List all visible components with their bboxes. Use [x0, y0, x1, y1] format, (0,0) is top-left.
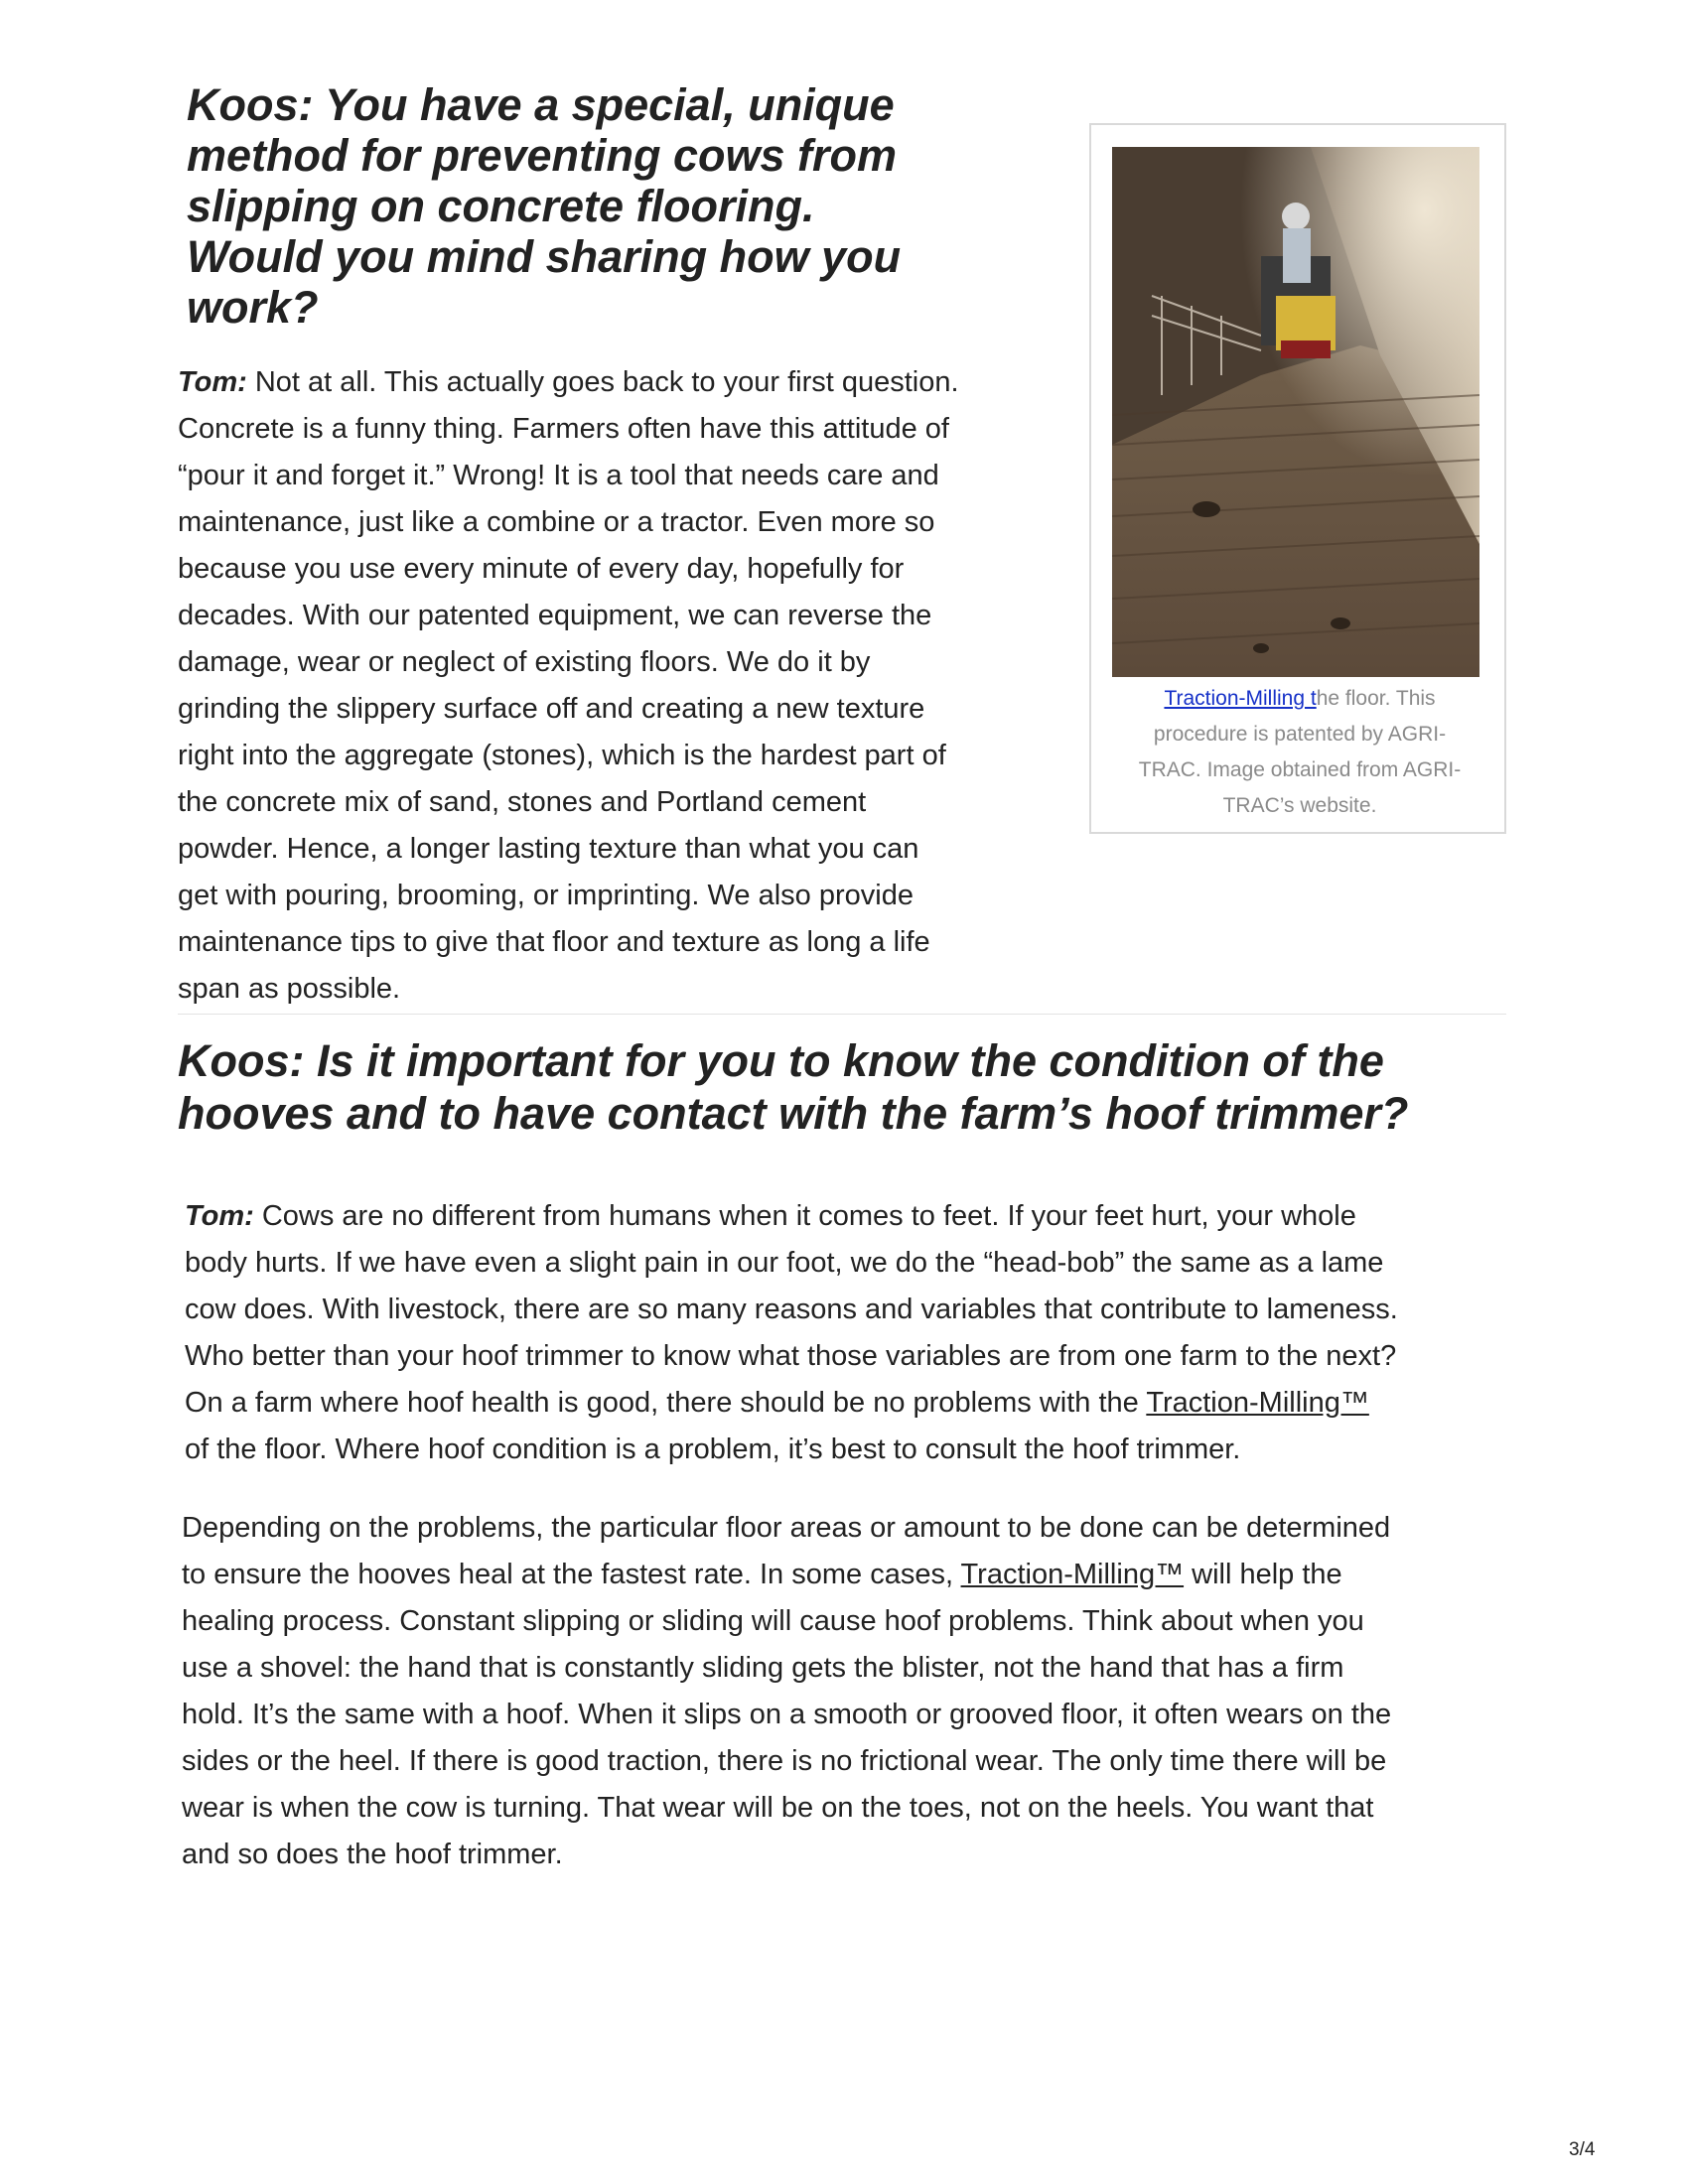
caption-text: procedure is patented by AGRI-: [1153, 723, 1447, 746]
text-line: body hurts. If we have even a slight pain in our foot, we do the “head-bob” the same as a lame: [185, 1247, 1384, 1279]
text-line: cow does. With livestock, there are so many reasons and variables that contribute to lameness.: [185, 1294, 1398, 1325]
caption-link[interactable]: Traction-Milling t: [1164, 687, 1317, 710]
text-line: wear is when the cow is turning. That wear will be on the toes, not on the heels. You want that: [182, 1792, 1374, 1824]
text-line: the concrete mix of sand, stones and Portland cement: [178, 786, 867, 818]
heading-line: hooves and to have contact with the farm’s hoof trimmer?: [178, 1088, 1409, 1139]
heading-line: method for preventing cows from: [187, 130, 898, 181]
caption-text: TRAC’s website.: [1222, 794, 1377, 817]
traction-milling-link[interactable]: Traction-Milling™: [960, 1559, 1185, 1590]
floor-milling-photo: [1112, 147, 1479, 677]
figure-box: [1089, 123, 1506, 834]
heading-line: Koos: You have a special, unique: [187, 79, 895, 130]
speaker-label: Tom:: [178, 366, 247, 398]
question-heading-2: [178, 1034, 1518, 1140]
answer-paragraph-2: [185, 1193, 1520, 1473]
text-line: sides or the heel. If there is good traction, there is no frictional wear. The only time there will be: [182, 1745, 1387, 1777]
text-line: get with pouring, brooming, or imprinting. We also provide: [178, 880, 914, 911]
text-line: grinding the slippery surface off and creating a new texture: [178, 693, 925, 725]
text-line: damage, wear or neglect of existing floors. We do it by: [178, 646, 871, 678]
section-divider: [178, 1014, 1506, 1015]
caption-text: TRAC. Image obtained from AGRI-: [1138, 758, 1462, 781]
page-number: 3/4: [1569, 2139, 1596, 2160]
figure-caption: [1111, 681, 1488, 824]
text-line: use a shovel: the hand that is constantly sliding gets the blister, not the hand that has a firm: [182, 1652, 1344, 1684]
text-line: of the floor. Where hoof condition is a problem, it’s best to consult the hoof trimmer.: [185, 1433, 1241, 1465]
text-line: Depending on the problems, the particular floor areas or amount to be done can be determined: [182, 1512, 1391, 1544]
caption-text: he floor. This: [1316, 687, 1436, 710]
traction-milling-link[interactable]: Traction-Milling™: [1146, 1387, 1369, 1419]
heading-line: work?: [187, 282, 319, 333]
text-line: On a farm where hoof health is good, there should be no problems with the: [185, 1387, 1147, 1419]
text-line: to ensure the hooves heal at the fastest rate. In some cases,: [182, 1559, 961, 1590]
text-line: powder. Hence, a longer lasting texture than what you can: [178, 833, 919, 865]
text-line: maintenance tips to give that floor and texture as long a life: [178, 926, 930, 958]
photo-illustration: [1112, 147, 1479, 677]
heading-line: slipping on concrete flooring.: [187, 181, 815, 231]
text-line: right into the aggregate (stones), which is the hardest part of: [178, 740, 946, 771]
answer-paragraph-1: [178, 359, 1061, 1013]
answer-paragraph-3: [182, 1505, 1517, 1878]
text-line: span as possible.: [178, 973, 401, 1005]
speaker-label: Tom:: [185, 1200, 254, 1232]
text-line: maintenance, just like a combine or a tractor. Even more so: [178, 506, 935, 538]
text-line: decades. With our patented equipment, we can reverse the: [178, 600, 932, 631]
heading-line: Koos: Is it important for you to know the condition of the: [178, 1035, 1384, 1086]
text-line: will help the: [1184, 1559, 1342, 1590]
text-line: Cows are no different from humans when it comes to feet. If your feet hurt, your whole: [253, 1200, 1356, 1232]
text-line: because you use every minute of every day, hopefully for: [178, 553, 905, 585]
text-line: healing process. Constant slipping or sliding will cause hoof problems. Think about when you: [182, 1605, 1364, 1637]
heading-line: Would you mind sharing how you: [187, 231, 902, 282]
question-heading-1: [187, 79, 1080, 333]
text-line: hold. It’s the same with a hoof. When it slips on a smooth or grooved floor, it often wears on the: [182, 1699, 1392, 1730]
text-line: Who better than your hoof trimmer to know what those variables are from one farm to the next?: [185, 1340, 1397, 1372]
text-line: and so does the hoof trimmer.: [182, 1839, 563, 1870]
text-line: Concrete is a funny thing. Farmers often have this attitude of: [178, 413, 949, 445]
text-line: Not at all. This actually goes back to your first question.: [246, 366, 959, 398]
text-line: “pour it and forget it.” Wrong! It is a tool that needs care and: [178, 460, 939, 491]
